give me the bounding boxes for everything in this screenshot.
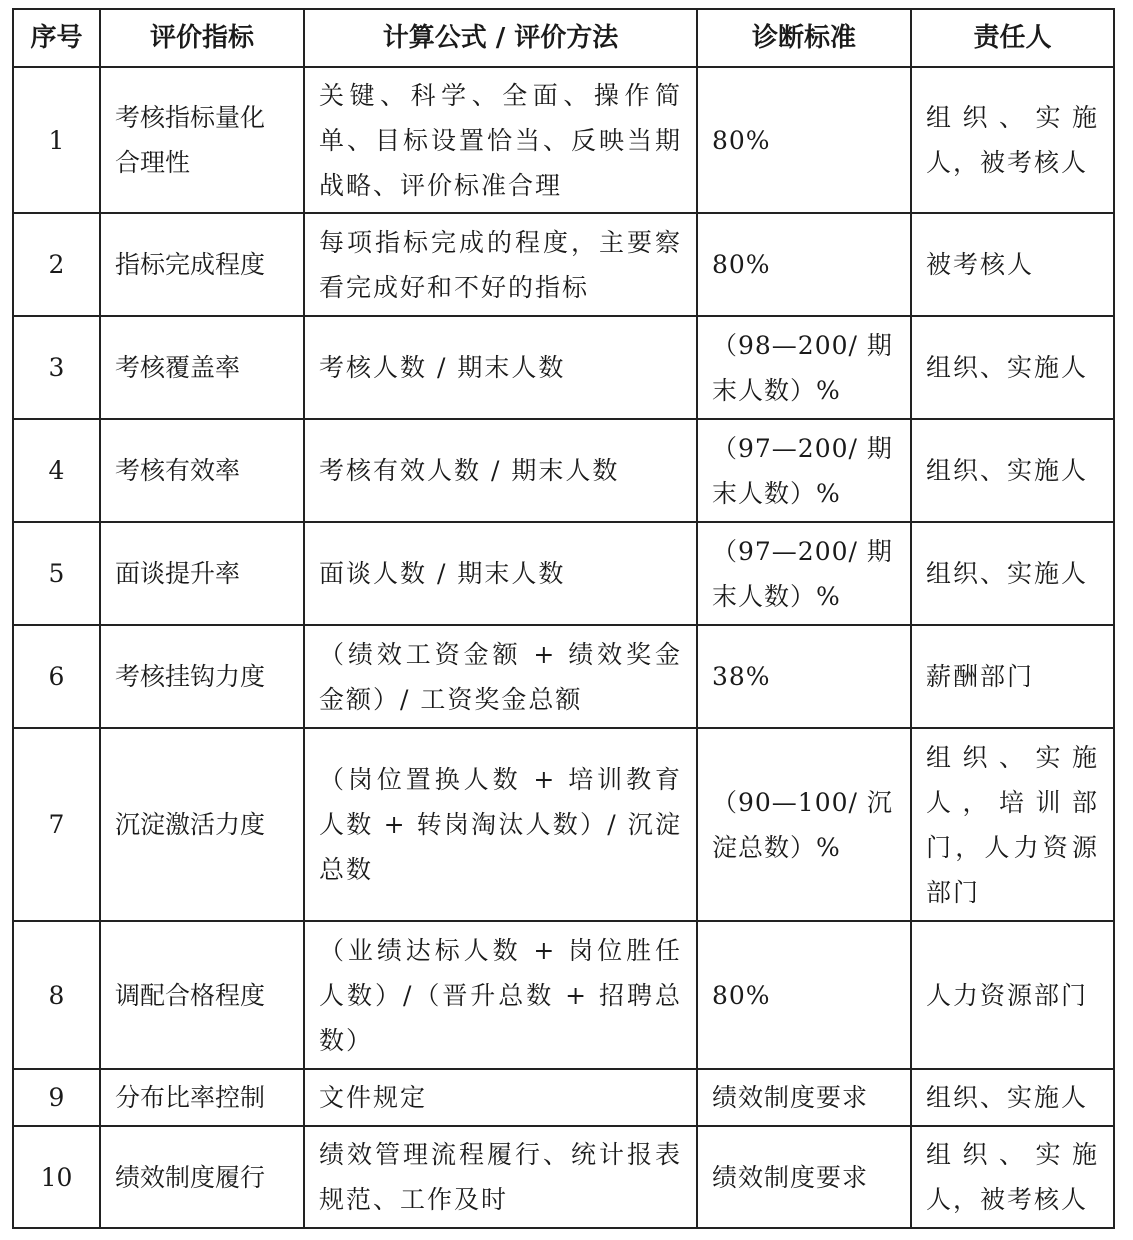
cell-standard: 80% (697, 67, 911, 213)
table-header-row (13, 9, 1114, 67)
cell-formula: 每项指标完成的程度，主要察看完成好和不好的指标 (304, 213, 697, 316)
cell-owner: 组织、实施人 (911, 419, 1114, 522)
cell-formula: 面谈人数 / 期末人数 (304, 522, 697, 625)
header-formula: 计算公式 / 评价方法 (304, 9, 697, 67)
cell-indicator: 分布比率控制 (100, 1069, 304, 1126)
cell-no: 1 (13, 67, 100, 213)
cell-no: 7 (13, 728, 100, 921)
cell-owner: 组织、实施人，培训部门，人力资源部门 (911, 728, 1114, 921)
cell-indicator: 绩效制度履行 (100, 1126, 304, 1228)
cell-formula: 考核有效人数 / 期末人数 (304, 419, 697, 522)
cell-standard: （90—100/ 沉淀总数）% (697, 728, 911, 921)
table-row (13, 921, 1114, 1069)
cell-owner: 组织、实施人，被考核人 (911, 1126, 1114, 1228)
cell-formula: 文件规定 (304, 1069, 697, 1126)
cell-standard: （97—200/ 期末人数）% (697, 522, 911, 625)
cell-formula: 关键、科学、全面、操作简单、目标设置恰当、反映当期战略、评价标准合理 (304, 67, 697, 213)
cell-standard: 80% (697, 921, 911, 1069)
cell-standard: 绩效制度要求 (697, 1069, 911, 1126)
cell-owner: 薪酬部门 (911, 625, 1114, 728)
cell-owner: 组织、实施人，被考核人 (911, 67, 1114, 213)
cell-indicator: 考核挂钩力度 (100, 625, 304, 728)
cell-owner: 组织、实施人 (911, 316, 1114, 419)
cell-formula: 考核人数 / 期末人数 (304, 316, 697, 419)
cell-indicator: 考核有效率 (100, 419, 304, 522)
cell-indicator: 调配合格程度 (100, 921, 304, 1069)
header-indicator: 评价指标 (100, 9, 304, 67)
cell-no: 2 (13, 213, 100, 316)
cell-standard: 38% (697, 625, 911, 728)
header-no: 序号 (13, 9, 100, 67)
cell-no: 6 (13, 625, 100, 728)
cell-no: 9 (13, 1069, 100, 1126)
table-row (13, 522, 1114, 625)
table-row (13, 625, 1114, 728)
cell-owner: 人力资源部门 (911, 921, 1114, 1069)
cell-indicator: 沉淀激活力度 (100, 728, 304, 921)
cell-owner: 组织、实施人 (911, 522, 1114, 625)
cell-indicator: 面谈提升率 (100, 522, 304, 625)
cell-formula: （绩效工资金额 + 绩效奖金金额）/ 工资奖金总额 (304, 625, 697, 728)
table-row (13, 316, 1114, 419)
cell-standard: 绩效制度要求 (697, 1126, 911, 1228)
cell-owner: 组织、实施人 (911, 1069, 1114, 1126)
table-row (13, 213, 1114, 316)
cell-no: 3 (13, 316, 100, 419)
table-row (13, 67, 1114, 213)
cell-indicator: 考核覆盖率 (100, 316, 304, 419)
cell-standard: （98—200/ 期末人数）% (697, 316, 911, 419)
cell-no: 8 (13, 921, 100, 1069)
cell-standard: （97—200/ 期末人数）% (697, 419, 911, 522)
cell-indicator: 考核指标量化合理性 (100, 67, 304, 213)
table-row (13, 728, 1114, 921)
cell-formula: 绩效管理流程履行、统计报表规范、工作及时 (304, 1126, 697, 1228)
cell-standard: 80% (697, 213, 911, 316)
cell-no: 5 (13, 522, 100, 625)
cell-owner: 被考核人 (911, 213, 1114, 316)
performance-evaluation-table (12, 8, 1115, 1229)
cell-formula: （业绩达标人数 + 岗位胜任人数）/（晋升总数 + 招聘总数） (304, 921, 697, 1069)
header-owner: 责任人 (911, 9, 1114, 67)
table-row (13, 1069, 1114, 1126)
header-standard: 诊断标准 (697, 9, 911, 67)
cell-indicator: 指标完成程度 (100, 213, 304, 316)
table-row (13, 1126, 1114, 1228)
cell-no: 4 (13, 419, 100, 522)
cell-formula: （岗位置换人数 + 培训教育人数 + 转岗淘汰人数）/ 沉淀总数 (304, 728, 697, 921)
table-row (13, 419, 1114, 522)
cell-no: 10 (13, 1126, 100, 1228)
